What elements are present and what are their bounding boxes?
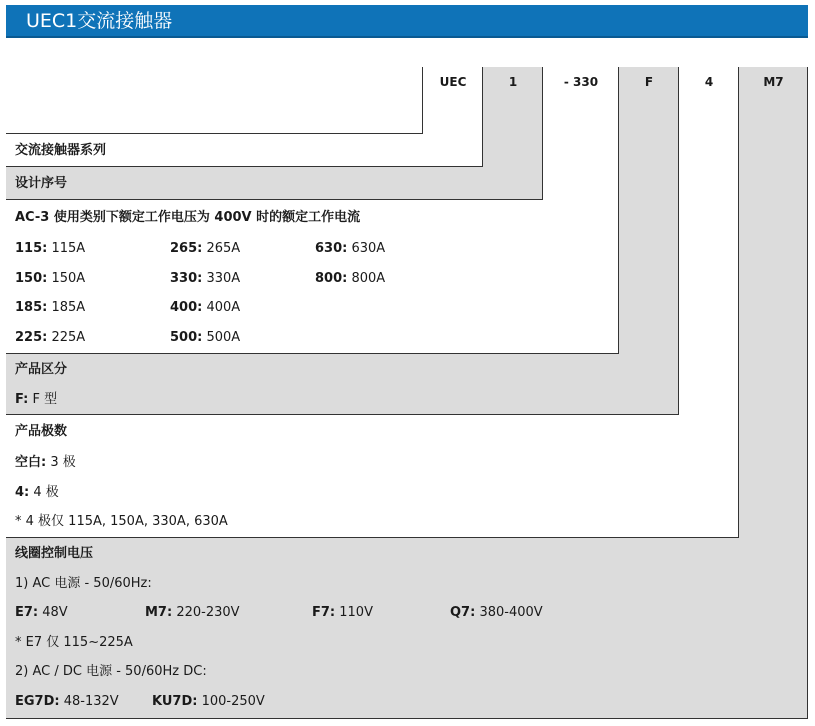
rating-heading: AC-3 使用类别下额定工作电压为 400V 时的额定工作电流 xyxy=(15,210,361,225)
rating-item: 115: 115A xyxy=(15,241,86,256)
code-uec: UEC xyxy=(439,75,467,89)
coil-ac-note: * E7 仅 115~225A xyxy=(15,635,133,650)
code-coil: M7 xyxy=(763,75,784,89)
coil-heading: 线圈控制电压 xyxy=(15,546,94,561)
rating-item: 800: 800A xyxy=(315,271,386,286)
code-prefix-column xyxy=(6,67,423,134)
rating-item: 630: 630A xyxy=(315,241,386,256)
rating-item: 400: 400A xyxy=(170,300,241,315)
distinction-item: F: F 型 xyxy=(15,392,58,407)
rating-item: 330: 330A xyxy=(170,271,241,286)
coil-ac-item: M7: 220-230V xyxy=(145,605,240,620)
coil-ac-title: 1) AC 电源 - 50/60Hz: xyxy=(15,576,152,591)
rating-item: 150: 150A xyxy=(15,271,86,286)
poles-heading: 产品极数 xyxy=(15,424,68,439)
title-bar xyxy=(6,5,808,38)
code-design: 1 xyxy=(508,75,518,89)
poles-item: 4: 4 极 xyxy=(15,485,59,500)
design-heading: 设计序号 xyxy=(15,176,68,191)
series-heading: 交流接触器系列 xyxy=(15,143,107,158)
poles-item: 空白: 3 极 xyxy=(15,455,76,470)
coil-ac-item: F7: 110V xyxy=(312,605,373,620)
rating-item: 265: 265A xyxy=(170,241,241,256)
code-poles: 4 xyxy=(704,75,714,89)
coil-acdc-item: KU7D: 100-250V xyxy=(152,694,265,709)
coil-acdc-item: EG7D: 48-132V xyxy=(15,694,119,709)
coil-ac-item: E7: 48V xyxy=(15,605,68,620)
code-rating: - 330 xyxy=(563,75,599,89)
page-title: UEC1交流接触器 xyxy=(26,10,173,32)
distinction-heading: 产品区分 xyxy=(15,362,68,377)
rating-item: 500: 500A xyxy=(170,330,241,345)
rating-item: 225: 225A xyxy=(15,330,86,345)
coil-ac-item: Q7: 380-400V xyxy=(450,605,543,620)
coil-acdc-title: 2) AC / DC 电源 - 50/60Hz DC: xyxy=(15,664,207,679)
rating-item: 185: 185A xyxy=(15,300,86,315)
poles-note: * 4 极仅 115A, 150A, 330A, 630A xyxy=(15,514,228,529)
code-distinction: F xyxy=(644,75,654,89)
